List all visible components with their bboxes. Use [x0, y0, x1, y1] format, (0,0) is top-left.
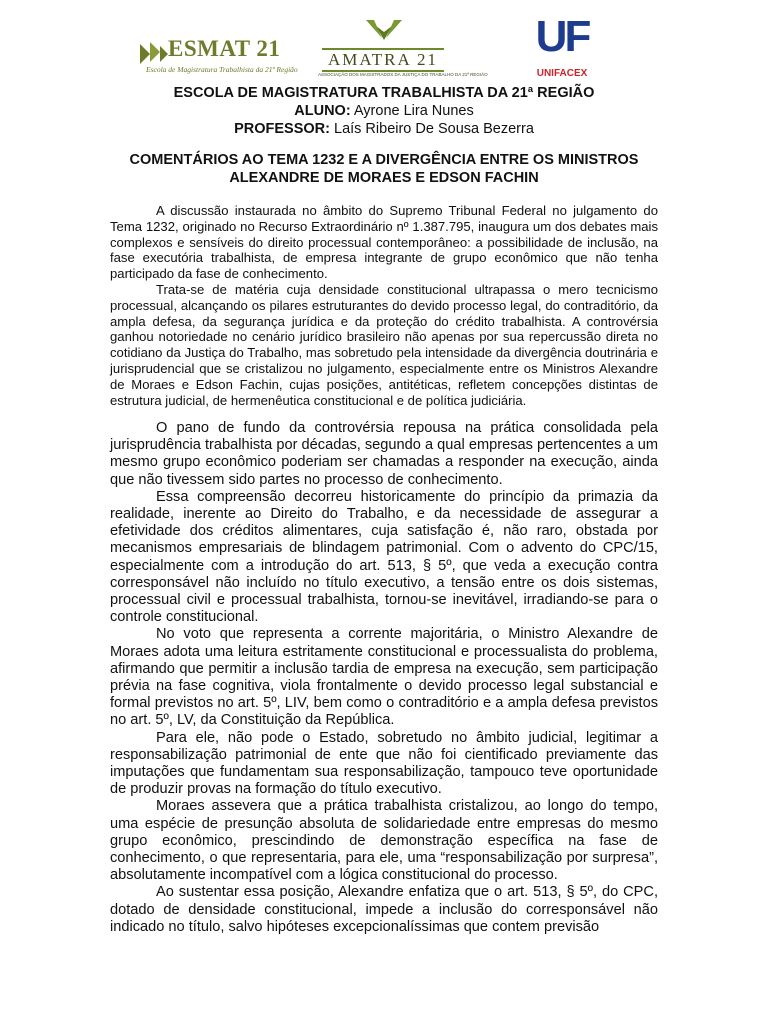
paragraph: A discussão instaurada no âmbito do Supremo Tribunal Federal no julgamento do Tema 1232, originado no Recurso Extraordinário nº 1.387.795, inaugura um dos debates mais complexos e sensíveis do direito processual contemporâneo: a possibilidade de inclusão, na fase executória trabalhista, de empresa integrante de grupo econômico que não tenha participado da fase de conhecimento.	[110, 203, 658, 282]
unifacex-name: UNIFACEX	[536, 68, 588, 79]
amatra-name: AMATRA 21	[327, 50, 439, 69]
unifacex-logo	[530, 12, 594, 80]
document-header	[0, 84, 768, 138]
student-name: Ayrone Lira Nunes	[353, 103, 474, 119]
body-text-small	[110, 203, 658, 408]
paragraph: Para ele, não pode o Estado, sobretudo no âmbito judicial, legitimar a responsabilização patrimonial de ente que não foi cientificado previamente das imputações que fundamentam sua responsabilização, tampouco teve oportunidade de produzir provas na formação do título executivo.	[110, 729, 658, 798]
esmat-logo	[138, 36, 298, 82]
unifacex-mark: UF	[535, 12, 589, 61]
esmat-leaf-icon	[138, 38, 172, 68]
student-line	[0, 102, 768, 120]
professor-line	[0, 120, 768, 138]
paragraph: Trata-se de matéria cuja densidade constitucional ultrapassa o mero tecnicismo processual, alcançando os pilares estruturantes do devido processo legal, do contraditório, da ampla defesa, da segurança jurídica e da proteção do crédito trabalhista. A controvérsia ganhou notoriedade no cenário jurídico brasileiro não apenas por sua repercussão direta no cotidiano da Justiça do Trabalho, mas sobretudo pela intensidade da divergência doutrinária e jurisprudencial que se cristalizou no julgamento, especialmente entre os Ministros Alexandre de Moraes e Edson Fachin, cujas posições, antitéticas, refletem concepções distintas de estrutura judicial, de hermenêutica constitucional e de política judiciária.	[110, 281, 658, 408]
title-line-1: COMENTÁRIOS AO TEMA 1232 E A DIVERGÊNCIA ENTRE OS MINISTROS	[129, 152, 639, 168]
amatra-subtitle: ASSOCIAÇÃO DOS MAGISTRADOS DA JUSTIÇA DO TRABALHO DA 21ª REGIÃO	[318, 72, 488, 77]
logo-bar	[0, 14, 768, 80]
esmat-subtitle: Escola de Magistratura Trabalhista da 21ª Região	[146, 65, 298, 74]
school-name: ESCOLA DE MAGISTRATURA TRABALHISTA DA 21ª REGIÃO	[173, 85, 595, 101]
professor-label: PROFESSOR:	[234, 121, 330, 137]
paragraph: O pano de fundo da controvérsia repousa na prática consolidada pela jurisprudência trabalhista por décadas, segundo a qual empresas pertencentes a um mesmo grupo econômico poderiam ser chamadas a responder na execução, ainda que não tivessem sido partes no processo de conhecimento.	[110, 420, 658, 488]
professor-name: Laís Ribeiro De Sousa Bezerra	[334, 121, 534, 137]
student-label: ALUNO:	[294, 103, 351, 119]
paragraph: No voto que representa a corrente majoritária, o Ministro Alexandre de Moraes adota uma leitura estritamente constitucional e processualista do problema, afirmando que permitir a inclusão tardia de empresa na execução, sem participação prévia na fase cognitiva, viola frontalmente o devido processo legal substancial e formal previstos no art. 5º, LIV, bem como o contraditório e a ampla defesa previstos no art. 5º, LV, da Constituição da República.	[110, 626, 658, 729]
esmat-name: ESMAT 21	[168, 36, 281, 61]
amatra-leaf-icon	[364, 18, 404, 46]
paragraph: Ao sustentar essa posição, Alexandre enfatiza que o art. 513, § 5º, do CPC, dotado de densidade constitucional, impede a inclusão do corresponsável não indicado no título, salvo hipóteses excepcionalíssimas que contem previsão	[110, 884, 658, 935]
paragraph: Moraes assevera que a prática trabalhista cristalizou, ao longo do tempo, uma espécie de presunção absoluta de solidariedade entre empresas do mesmo grupo econômico, prescindindo de demonstração específica na fase de conhecimento, o que representaria, para ele, uma “responsabilização por surpresa”, absolutamente incompatível com a lógica constitucional do processo.	[110, 798, 658, 884]
amatra-logo	[318, 18, 488, 80]
title-line-2: ALEXANDRE DE MORAES E EDSON FACHIN	[229, 170, 539, 186]
document-title	[100, 151, 668, 187]
body-text	[110, 420, 658, 936]
paragraph: Essa compreensão decorreu historicamente do princípio da primazia da realidade, inerente ao Direito do Trabalho, e da necessidade de assegurar a efetividade dos créditos alimentares, cuja satisfação é, não raro, obstada por mecanismos empresariais de blindagem patrimonial. Com o advento do CPC/15, especialmente com a introdução do art. 513, § 5º, que veda a execução contra corresponsável não incluído no título executivo, a tensão entre os dois sistemas, processual civil e processual trabalhista, tornou-se inevitável, irradiando-se para o controle constitucional.	[110, 488, 658, 626]
